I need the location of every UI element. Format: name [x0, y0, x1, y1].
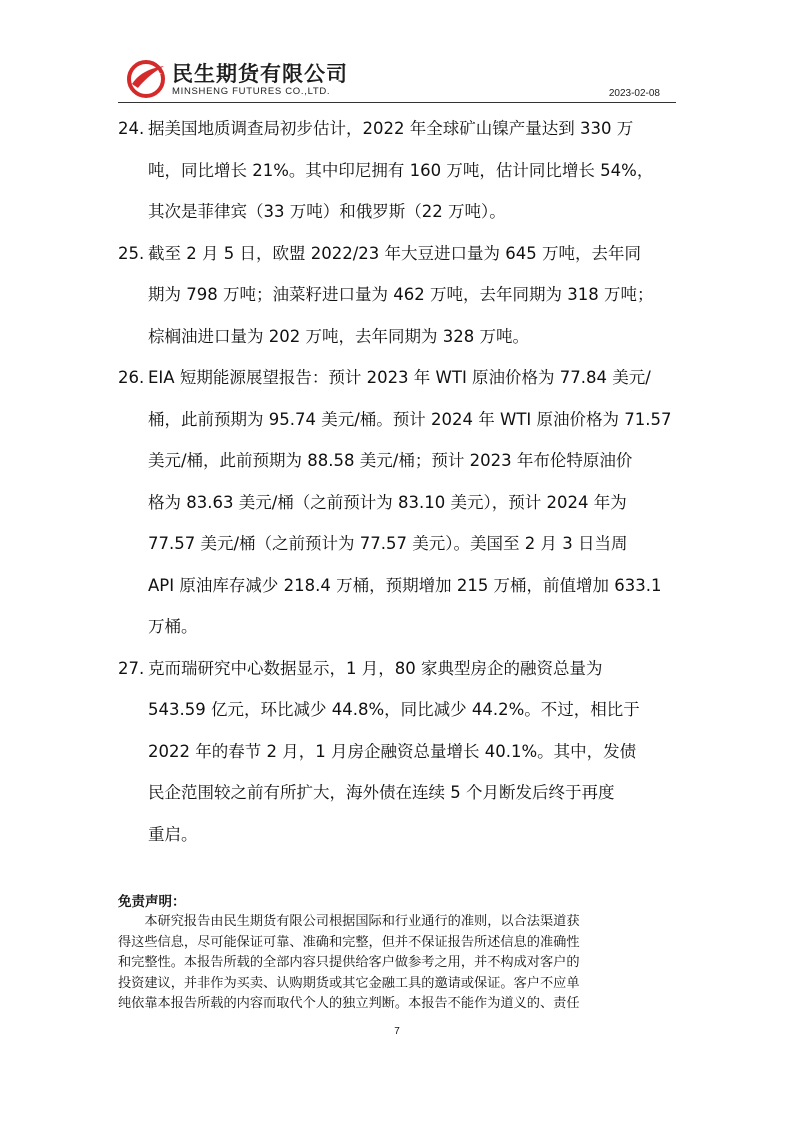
company-name-cn: 民生期货有限公司	[172, 62, 348, 86]
text-line: 重启。	[148, 824, 198, 844]
text-line: 格为 83.63 美元/桶（之前预计为 83.10 美元），预计 2024 年为	[148, 492, 627, 512]
disclaimer-line: 投资建议，并非作为买卖、认购期货或其它金融工具的邀请或保证。客户不应单	[118, 975, 580, 991]
item-text	[148, 108, 678, 233]
text-line: 棕榈油进口量为 202 万吨，去年同期为 328 万吨。	[148, 326, 529, 346]
news-list	[118, 108, 678, 855]
minsheng-logo-icon	[126, 58, 166, 98]
text-line: 克而瑞研究中心数据显示，1 月，80 家典型房企的融资总量为	[148, 658, 603, 678]
item-number: 26.	[118, 368, 145, 387]
text-line: 美元/桶，此前预期为 88.58 美元/桶；预计 2023 年布伦特原油价	[148, 451, 633, 470]
text-line: 其次是菲律宾（33 万吨）和俄罗斯（22 万吨）。	[148, 202, 506, 221]
item-number: 25.	[118, 243, 145, 263]
text-line: 543.59 亿元，环比减少 44.8%，同比减少 44.2%。不过，相比于	[148, 700, 640, 719]
item-text	[148, 648, 678, 856]
text-line: 万桶。	[148, 617, 198, 636]
disclaimer-line: 得这些信息，尽可能保证可靠、准确和完整，但并不保证报告所述信息的准确性	[118, 934, 580, 950]
page-header	[118, 52, 676, 102]
report-date: 2023-02-08	[608, 88, 660, 99]
disclaimer-title: 免责声明：	[118, 894, 186, 910]
company-name-en: MINSHENG FUTURES CO.,LTD.	[172, 86, 331, 97]
text-line: 吨，同比增长 21%。其中印尼拥有 160 万吨，估计同比增长 54%，	[148, 160, 654, 180]
list-item	[118, 233, 678, 358]
disclaimer-line: 和完整性。本报告所载的全部内容只提供给客户做参考之用，并不构成对客户的	[118, 955, 580, 970]
list-item	[118, 648, 678, 856]
item-number: 24.	[118, 119, 145, 138]
disclaimer	[118, 892, 678, 1015]
text-line: 桶，此前预期为 95.74 美元/桶。预计 2024 年 WTI 原油价格为 71.57	[148, 409, 672, 429]
item-text	[148, 357, 678, 648]
text-line: 据美国地质调查局初步估计，2022 年全球矿山镍产量达到 330 万	[148, 119, 634, 138]
disclaimer-line: 本研究报告由民生期货有限公司根据国际和行业通行的准则，以合法渠道获	[118, 914, 580, 929]
text-line: API 原油库存减少 218.4 万桶，预期增加 215 万桶，前值增加 633.1	[148, 575, 662, 595]
text-line: EIA 短期能源展望报告：预计 2023 年 WTI 原油价格为 77.84 美元/	[148, 368, 651, 387]
page-number: 7	[394, 1026, 400, 1037]
text-line: 2022 年的春节 2 月，1 月房企融资总量增长 40.1%。其中，发债	[148, 741, 637, 761]
list-item	[118, 108, 678, 233]
text-line: 民企范围较之前有所扩大，海外债在连续 5 个月断发后终于再度	[148, 783, 615, 802]
disclaimer-line: 纯依靠本报告所载的内容而取代个人的独立判断。本报告不能作为道义的、责任	[118, 996, 580, 1011]
item-text	[148, 233, 678, 358]
text-line: 期为 798 万吨；油菜籽进口量为 462 万吨，去年同期为 318 万吨；	[148, 285, 654, 304]
text-line: 77.57 美元/桶（之前预计为 77.57 美元）。美国至 2 月 3 日当周	[148, 534, 628, 553]
header-divider	[118, 102, 676, 103]
item-number: 27.	[118, 658, 145, 678]
list-item	[118, 357, 678, 648]
text-line: 截至 2 月 5 日，欧盟 2022/23 年大豆进口量为 645 万吨，去年同	[148, 243, 641, 263]
